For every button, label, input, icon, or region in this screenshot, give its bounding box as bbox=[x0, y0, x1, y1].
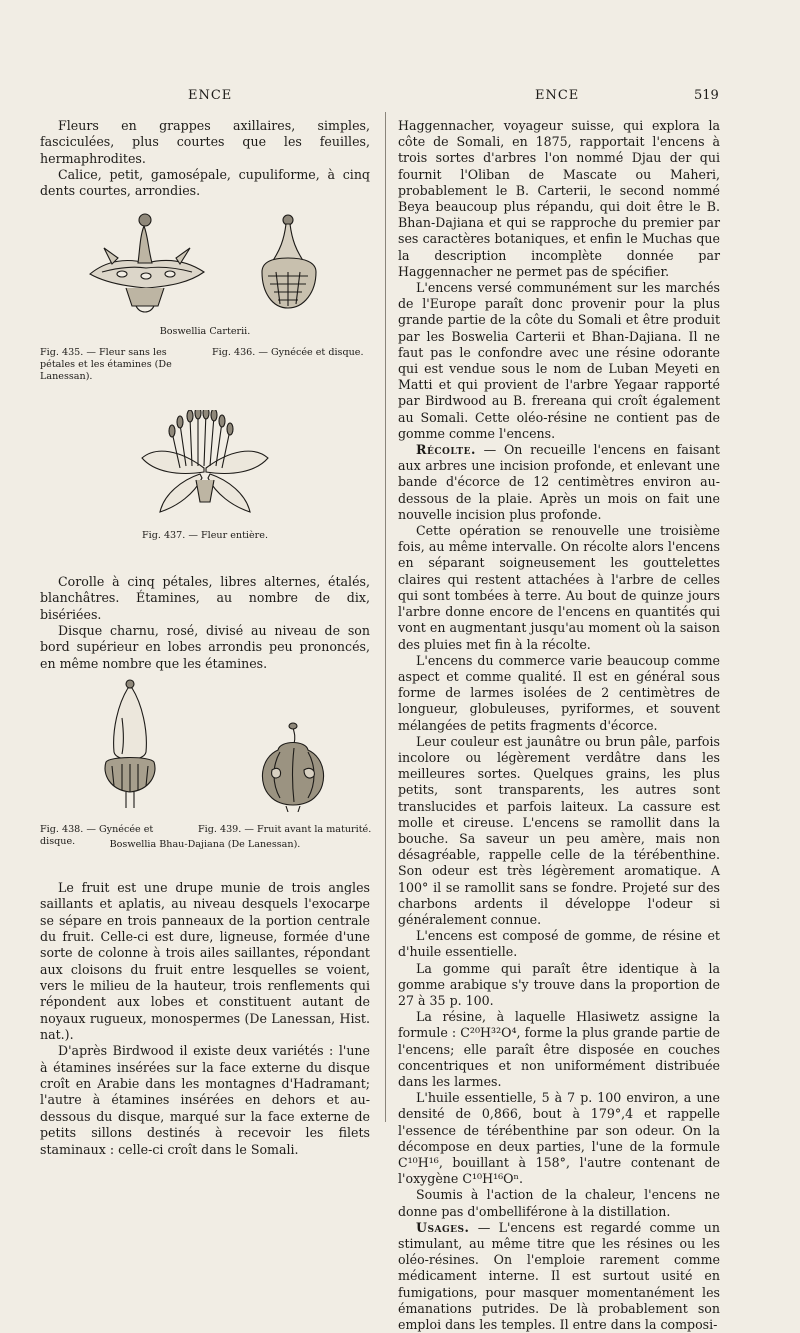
heading-usages: Usages. bbox=[416, 1219, 470, 1235]
heading-recolte: Récolte. bbox=[416, 442, 476, 458]
running-head-center: ENCE bbox=[535, 88, 580, 103]
right-para-12: — L'encens est regardé comme un stimulant, au même titre que les résines ou les oléo-résines. On l'emploie rarement comme médicament interne. Il est surtout usité en fumigations, pour masquer momentanément les émanations putrides. De là probablement son emploi dans les temples. Il entre dans la composi- bbox=[398, 1219, 720, 1333]
left-text-middle bbox=[40, 574, 370, 672]
left-text-top bbox=[40, 118, 370, 200]
right-para-1: Haggennacher, voyageur suisse, qui explora la côte de Somali, en 1875, rapportait l'encens à trois sortes d'arbres l'on nommé Djau der qui fournit l'Oliban de Mascate ou Maheri, probablement le B. Carterii, le second nommé Beya beaucoup plus répandu, qui doit être le B. Bhan-Dajiana et qui se rapproche du premier par ses caractères botaniques, et enfin le Muchas que la description incomplète donnée par Haggennacher ne permet pas de spécifier. bbox=[398, 118, 720, 279]
left-para-6: D'après Birdwood il existe deux variétés : l'une à étamines insérées sur la face externe du disque croît en Arabie dans les montagnes d'Hadramant; l'autre à étamines insérées en dehors et au-dessous du disque, marqué sur la face externe de petits sillons destinés à recevoir les filets staminaux : celle-ci croît dans le Somali. bbox=[40, 1043, 370, 1157]
running-head-left: ENCE bbox=[188, 88, 233, 103]
right-para-4: Cette opération se renouvelle une troisième fois, au même intervalle. On récolte alors l'encens en séparant soigneusement les gouttelettes claires qui restent attachées à l'arbre de celles qui sont tombées à terre. Au bout de quinze jours l'arbre donne encore de l'encens en quantités qui vont en augmentant jusqu'au moment où la saison des pluies met fin à la récolte. bbox=[398, 523, 720, 652]
right-para-3: — On recueille l'encens en faisant aux arbres une incision profonde, et enlevant une bande d'écorce de 12 centimètres environ au-dessous de la plaie. Après un mois on fait une nouvelle incision plus profonde. bbox=[398, 442, 720, 522]
left-para-5: Le fruit est une drupe munie de trois angles saillants et aplatis, au niveau desquels l'exocarpe se sépare en trois panneaux de la portion centrale du fruit. Celle-ci est dure, ligneuse, formée d'une sorte de colonne à trois ailes saillantes, répondant aux cloisons du fruit entre lesquelles se voient, vers le milieu de la hauteur, trois renflements qui répondent aux lobes et constituent autant de noyaux rugueux, monospermes (De Lanessan, Hist. nat.). bbox=[40, 880, 370, 1043]
right-para-11: Soumis à l'action de la chaleur, l'encens ne donne pas d'ombelliférone à la distillation. bbox=[398, 1187, 720, 1219]
caption-fig-438: Fig. 438. — Gynécée et disque. bbox=[40, 824, 154, 847]
right-para-2: L'encens versé communément sur les marchés de l'Europe paraît donc provenir pour la plus grande partie de la côte du Somali et être produit par les Boswelia Carterii et Bhan-Dajiana. Il ne faut pas le confondre avec une résine odorante qui est vendue sous le nom de Luban Meyeti en Matti et qui provient de l'arbre Yegaar rapporté par Birdwood au B. frereana qui croît également au Somali. Cette oléo-résine ne contient pas de gomme comme l'encens. bbox=[398, 280, 720, 441]
left-text-bottom bbox=[40, 880, 370, 1158]
figure-438-gynoecium-disc-illustration bbox=[100, 678, 160, 813]
figure-436-gynoecium-illustration bbox=[250, 212, 328, 312]
right-para-usages bbox=[398, 1220, 720, 1333]
figure-439-fruit-illustration bbox=[258, 722, 330, 812]
figure-caption-boswellia-carterii: Boswellia Carterii. bbox=[159, 326, 251, 337]
caption-fig-435: Fig. 435. — Fleur sans les pétales et les étamines (De Lanessan). bbox=[40, 347, 172, 382]
figure-435-flower-illustration bbox=[82, 208, 212, 318]
left-para-3: Corolle à cinq pétales, libres alternes, étalés, blanchâtres. Étamines, au nombre de dix, bisériées. bbox=[40, 574, 370, 622]
right-para-10: L'huile essentielle, 5 à 7 p. 100 environ, a une densité de 0,866, bout à 179°,4 et rappelle l'essence de térébenthine par son odeur. On la décompose en deux parties, l'une de la formule C¹⁰H¹⁶, bouillant à 158°, l'autre contenant de l'oxygène C¹⁰H¹⁶Oⁿ. bbox=[398, 1090, 720, 1187]
figure-caption-boswellia-bhau-dajiana: Boswellia Bhau-Dajiana (De Lanessan). bbox=[109, 839, 301, 850]
column-rule bbox=[385, 112, 386, 1122]
caption-fig-436: Fig. 436. — Gynécée et disque. bbox=[212, 347, 364, 358]
right-para-recolte bbox=[398, 442, 720, 523]
right-column-text bbox=[398, 118, 720, 1333]
caption-fig-439: Fig. 439. — Fruit avant la maturité. bbox=[198, 824, 372, 835]
right-para-9: La résine, à laquelle Hlasiwetz assigne la formule : C²⁰H³²O⁴, forme la plus grande partie de l'encens; elle paraît être disposée en couches concentriques et non uniformément distribuée dans les larmes. bbox=[398, 1009, 720, 1089]
page-number: 519 bbox=[694, 88, 719, 103]
left-para-1: Fleurs en grappes axillaires, simples, fasciculées, plus courtes que les feuilles, hermaphrodites. bbox=[40, 118, 370, 166]
caption-fig-437: Fig. 437. — Fleur entière. bbox=[141, 530, 268, 541]
left-para-2: Calice, petit, gamosépale, cupuliforme, à cinq dents courtes, arrondies. bbox=[40, 167, 370, 199]
left-para-4: Disque charnu, rosé, divisé au niveau de son bord supérieur en lobes arrondis peu prononcés, en même nombre que les étamines. bbox=[40, 623, 370, 671]
right-para-5: L'encens du commerce varie beaucoup comme aspect et comme qualité. Il est en général sous forme de larmes isolées de 2 centimètres de longueur, globuleuses, pyriformes, et souvent mélangées de petits fragments d'écorce. bbox=[398, 652, 720, 733]
figure-437-whole-flower-illustration bbox=[140, 410, 270, 515]
right-para-6: Leur couleur est jaunâtre ou brun pâle, parfois incolore ou légèrement verdâtre dans les meilleures sortes. Quelques grains, les plus petits, sont transparents, les autres sont translucides et parfois laiteux. La cassure est molle et cireuse. L'encens se ramollit dans la bouche. Sa saveur un peu amère, mais non désagréable, rappelle celle de la térébenthine. Son odeur est très légèrement aromatique. A 100° il se ramollit sans se fondre. Projeté sur des charbons ardents il développe l'odeur si généralement connue. bbox=[398, 733, 720, 927]
right-para-8: La gomme qui paraît être identique à la gomme arabique s'y trouve dans la proportion de 27 à 35 p. 100. bbox=[398, 960, 720, 1008]
right-para-7: L'encens est composé de gomme, de résine et d'huile essentielle. bbox=[398, 928, 720, 960]
